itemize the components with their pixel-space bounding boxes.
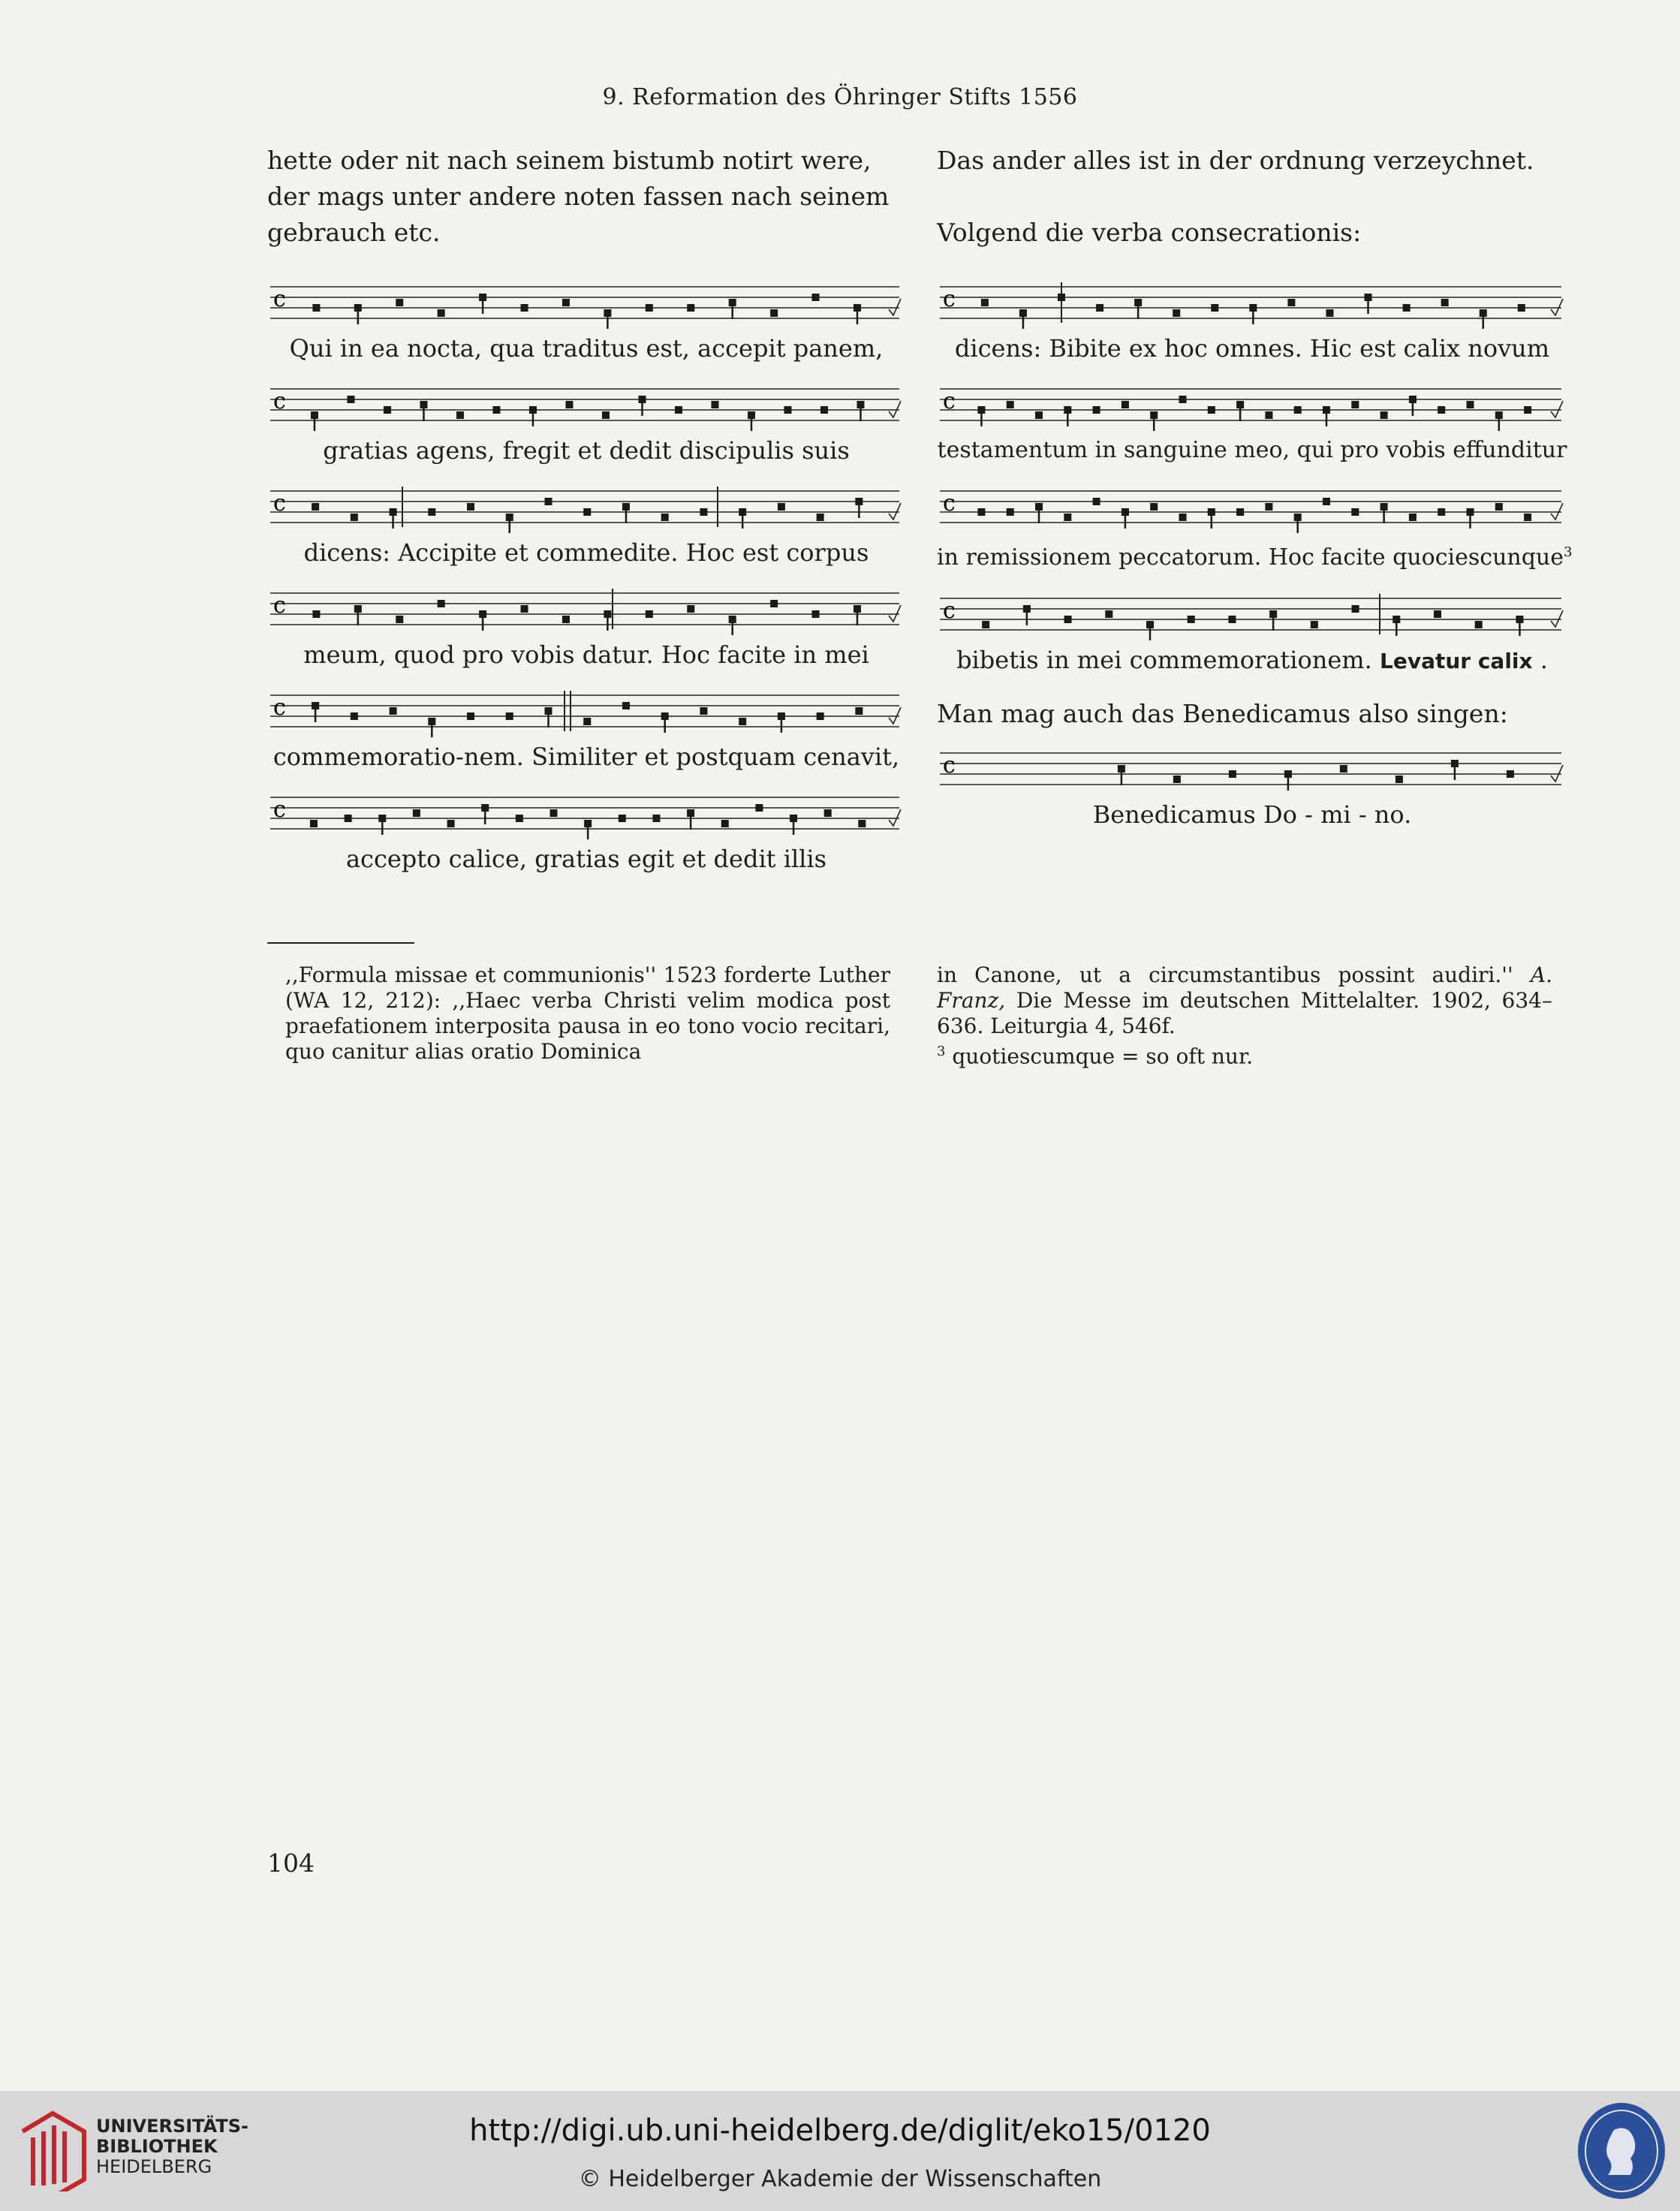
benedicamus-intro-block <box>937 696 1567 732</box>
chant-note <box>817 514 824 521</box>
music-staff <box>267 281 905 329</box>
chant-note <box>1035 411 1043 419</box>
chant-note <box>687 304 694 312</box>
chant-note <box>739 718 746 725</box>
footnote-text: ,,Formula missae et communionis'' 1523 forderte Luther (WA 12, 212): ,,Haec verba Christi velim modica post praefationem interposita pausa in eo tono vocio recitari, quo canitur alias oratio Dominica <box>285 962 890 1064</box>
chant-note <box>1265 411 1272 419</box>
chant-note <box>312 503 319 511</box>
chant-note <box>817 712 824 720</box>
chant-note <box>447 820 455 827</box>
c-clef-icon: c <box>943 752 956 779</box>
custos-icon <box>1551 401 1563 417</box>
chant-note <box>646 304 653 312</box>
right-column <box>937 143 1573 830</box>
chant-note <box>602 411 610 419</box>
left-column <box>267 143 905 874</box>
chant-note <box>1287 299 1295 306</box>
chant-note <box>1434 610 1441 618</box>
chant-note <box>1475 621 1483 628</box>
chant-staff-block <box>267 383 905 465</box>
music-staff <box>267 383 905 431</box>
right-intro-line: Volgend die verba consecrationis: <box>937 218 1362 247</box>
chant-note <box>565 401 573 408</box>
chant-note <box>1351 401 1359 408</box>
chant-lyric: dicens: Accipite et commedite. Hoc est corpus <box>303 538 869 567</box>
chant-note <box>1441 299 1449 306</box>
chant-note <box>646 610 653 618</box>
chant-note <box>351 712 358 720</box>
music-staff <box>937 747 1567 795</box>
chant-note <box>545 498 552 505</box>
chant-note <box>521 304 528 312</box>
chant-staff-block <box>937 485 1573 573</box>
chant-note <box>1438 406 1445 414</box>
chant-note <box>1150 503 1158 511</box>
music-staff <box>267 587 905 635</box>
chant-note <box>824 809 832 817</box>
chant-note <box>1351 508 1359 516</box>
chant-note <box>982 621 989 628</box>
chant-note <box>770 309 778 317</box>
left-intro-line: der mags unter andere noten fassen nach seinem <box>267 182 890 211</box>
chant-note <box>345 815 352 822</box>
music-staff <box>267 485 905 533</box>
chant-note <box>855 707 863 715</box>
academy-seal-icon <box>1575 2100 1668 2202</box>
footnote-left <box>285 962 890 1065</box>
chant-note <box>1524 514 1531 521</box>
footnote-marker: 3 <box>1564 544 1573 560</box>
chant-note <box>1518 304 1525 312</box>
chant-staff-block <box>937 383 1567 465</box>
chant-staff-block <box>267 791 905 874</box>
chant-staff-block <box>937 281 1567 363</box>
left-intro-line: gebrauch etc. <box>267 218 441 247</box>
chant-note <box>1311 621 1318 628</box>
chant-note <box>700 508 707 516</box>
footnote-text: in Canone, ut a circumstantibus possint audiri.'' <box>937 962 1513 987</box>
chant-note <box>1179 514 1187 521</box>
chant-note <box>721 820 729 827</box>
music-staff <box>267 689 905 737</box>
rubric-period: . <box>1540 646 1548 674</box>
custos-icon <box>889 809 901 826</box>
music-staff <box>937 281 1567 329</box>
chant-note <box>562 616 570 623</box>
chant-note <box>1228 616 1236 623</box>
chant-note <box>755 804 763 812</box>
chant-note <box>812 610 820 618</box>
music-staff <box>937 592 1567 640</box>
chant-note <box>1395 776 1403 783</box>
chant-note <box>1058 294 1065 301</box>
chant-note <box>438 309 445 317</box>
chant-note <box>1105 610 1112 618</box>
custos-icon <box>1551 610 1563 627</box>
digitization-banner <box>0 2091 1680 2211</box>
custos-icon <box>889 503 901 520</box>
chant-staff-block <box>267 587 905 670</box>
chant-note <box>1229 770 1236 778</box>
footnote-text: Die Messe im deutschen Mittelalter. 1902, 634–636. Leiturgia 4, 546f. <box>937 988 1552 1038</box>
chant-note <box>1179 396 1187 403</box>
chant-note <box>550 809 558 817</box>
chant-note <box>347 396 354 403</box>
chant-note <box>1236 508 1244 516</box>
c-clef-icon: c <box>273 388 286 414</box>
library-line: HEIDELBERG <box>96 2156 212 2177</box>
left-intro-line: hette oder nit nach seinem bistumb notirt were, <box>267 146 872 175</box>
chant-staff-block <box>937 592 1567 676</box>
library-line: BIBLIOTHEK <box>96 2136 218 2157</box>
chant-note <box>1208 406 1215 414</box>
chant-lyric-text: in remissionem peccatorum. Hoc facite quociescunque <box>937 544 1564 571</box>
chant-note <box>661 514 669 521</box>
chant-staff-block <box>267 281 905 363</box>
right-intro-line: Das ander alles ist in der ordnung verzeychnet. <box>937 146 1534 175</box>
rubric-levatur-calix: Levatur calix <box>1379 649 1533 673</box>
chant-note <box>1093 406 1100 414</box>
chant-note <box>1173 776 1181 783</box>
chant-note <box>1524 406 1531 414</box>
chant-lyric: commemoratio-nem. Similiter et postquam cenavit, <box>272 743 900 771</box>
custos-icon <box>889 707 901 724</box>
chant-lyric: dicens: Bibite ex hoc omnes. Hic est calix novum <box>954 334 1550 363</box>
chant-note <box>438 600 445 607</box>
footnote-continuation <box>937 962 1552 1039</box>
custos-icon <box>889 401 901 417</box>
benedicamus-staff-block <box>937 747 1567 830</box>
chant-note <box>1352 605 1359 613</box>
chant-note <box>700 707 707 715</box>
chant-note <box>619 815 626 822</box>
custos-icon <box>889 605 901 622</box>
music-staff <box>937 485 1567 533</box>
chant-note <box>1188 616 1195 623</box>
chant-note <box>1438 508 1445 516</box>
page-number: 104 <box>267 1848 315 1878</box>
c-clef-icon: c <box>943 286 956 312</box>
chant-note <box>622 702 630 709</box>
chant-note <box>562 299 570 306</box>
chant-note <box>1211 304 1218 312</box>
chant-note <box>977 508 985 516</box>
custos-icon <box>1551 299 1563 315</box>
c-clef-icon: c <box>273 286 286 312</box>
chant-note <box>428 508 435 516</box>
chant-note <box>770 600 778 607</box>
footnote-author: A. Franz, <box>937 962 1552 1013</box>
chant-note <box>1326 309 1333 317</box>
copyright-notice: © Heidelberger Akademie der Wissenschaften <box>578 2166 1102 2192</box>
chant-note <box>1507 770 1514 778</box>
chant-note <box>820 406 828 414</box>
chant-note <box>858 820 866 827</box>
footnote-3 <box>937 1039 1552 1069</box>
chant-note <box>812 294 820 301</box>
chant-note <box>1007 401 1014 408</box>
c-clef-icon: c <box>273 592 286 619</box>
music-staff <box>937 383 1567 431</box>
chant-note <box>1409 514 1417 521</box>
c-clef-icon: c <box>943 490 956 517</box>
chant-staff-block <box>267 485 905 568</box>
chant-note <box>384 406 391 414</box>
chant-staff-block <box>267 689 905 772</box>
chant-note <box>1467 401 1474 408</box>
c-clef-icon: c <box>943 388 956 414</box>
chant-note <box>467 503 474 511</box>
chant-note <box>456 411 464 419</box>
chant-note <box>396 616 403 623</box>
chant-note <box>467 712 474 720</box>
c-clef-icon: c <box>273 797 286 823</box>
c-clef-icon: c <box>273 694 286 721</box>
chant-note <box>1403 304 1411 312</box>
chant-lyric <box>937 538 1573 573</box>
benedicamus-lyric: Benedicamus Do - mi - no. <box>1092 800 1412 829</box>
chant-note <box>1340 765 1347 773</box>
footnote-rule <box>267 942 414 944</box>
chant-note <box>1007 508 1014 516</box>
library-line: UNIVERSITÄTS- <box>96 2116 249 2137</box>
chant-note <box>784 406 791 414</box>
left-intro <box>267 143 905 251</box>
chant-note <box>390 707 397 715</box>
footnote-text: quotiescumque = so oft nur. <box>952 1044 1254 1069</box>
chant-note <box>1265 503 1272 511</box>
chant-note <box>312 304 320 312</box>
chant-lyric: testamentum in sanguine meo, qui pro vobis effunditur <box>937 437 1567 463</box>
custos-icon <box>1551 765 1563 782</box>
chant-note <box>711 401 718 408</box>
chant-lyric: gratias agens, fregit et dedit discipulis suis <box>323 436 850 465</box>
footnote-marker: 3 <box>937 1044 946 1059</box>
chant-lyric-line <box>937 645 1567 676</box>
chant-note <box>778 503 785 511</box>
chant-note <box>413 809 420 817</box>
right-intro <box>937 143 1567 251</box>
chant-note <box>1093 498 1100 505</box>
chant-note <box>981 299 989 306</box>
chant-note <box>1122 401 1129 408</box>
music-staff <box>267 791 905 839</box>
chant-note <box>675 406 682 414</box>
chant-note <box>1380 411 1388 419</box>
chant-note <box>1173 309 1180 317</box>
permalink-url[interactable]: http://digi.ub.uni-heidelberg.de/diglit/eko15/0120 <box>469 2113 1211 2148</box>
chant-note <box>687 605 694 613</box>
chant-note <box>516 815 523 822</box>
custos-icon <box>1551 503 1563 520</box>
chant-note <box>521 605 528 613</box>
chant-note <box>1096 304 1103 312</box>
chant-note <box>312 610 320 618</box>
chant-lyric: meum, quod pro vobis datur. Hoc facite in mei <box>303 640 869 669</box>
chant-lyric: bibetis in mei commemorationem. <box>956 646 1372 674</box>
chant-note <box>1323 498 1330 505</box>
chant-note <box>1064 514 1071 521</box>
custos-icon <box>889 299 901 315</box>
chant-note <box>506 712 513 720</box>
c-clef-icon: c <box>943 598 956 624</box>
chant-note <box>1495 503 1503 511</box>
benedicamus-intro: Man mag auch das Benedicamus also singen: <box>937 699 1508 728</box>
footnote-right <box>937 962 1552 1069</box>
chant-note <box>492 406 500 414</box>
chant-lyric: accepto calice, gratias egit et dedit illis <box>345 845 827 873</box>
chant-note <box>583 718 591 725</box>
chant-note <box>1294 406 1302 414</box>
chant-note <box>310 820 318 827</box>
c-clef-icon: c <box>273 490 286 517</box>
running-head: 9. Reformation des Öhringer Stifts 1556 <box>602 84 1078 110</box>
chant-note <box>583 508 591 516</box>
chant-note <box>351 514 358 521</box>
chant-note <box>652 815 660 822</box>
chant-note <box>1064 616 1072 623</box>
chant-lyric: Qui in ea nocta, qua traditus est, accepit panem, <box>289 334 884 363</box>
chant-note <box>396 299 403 306</box>
